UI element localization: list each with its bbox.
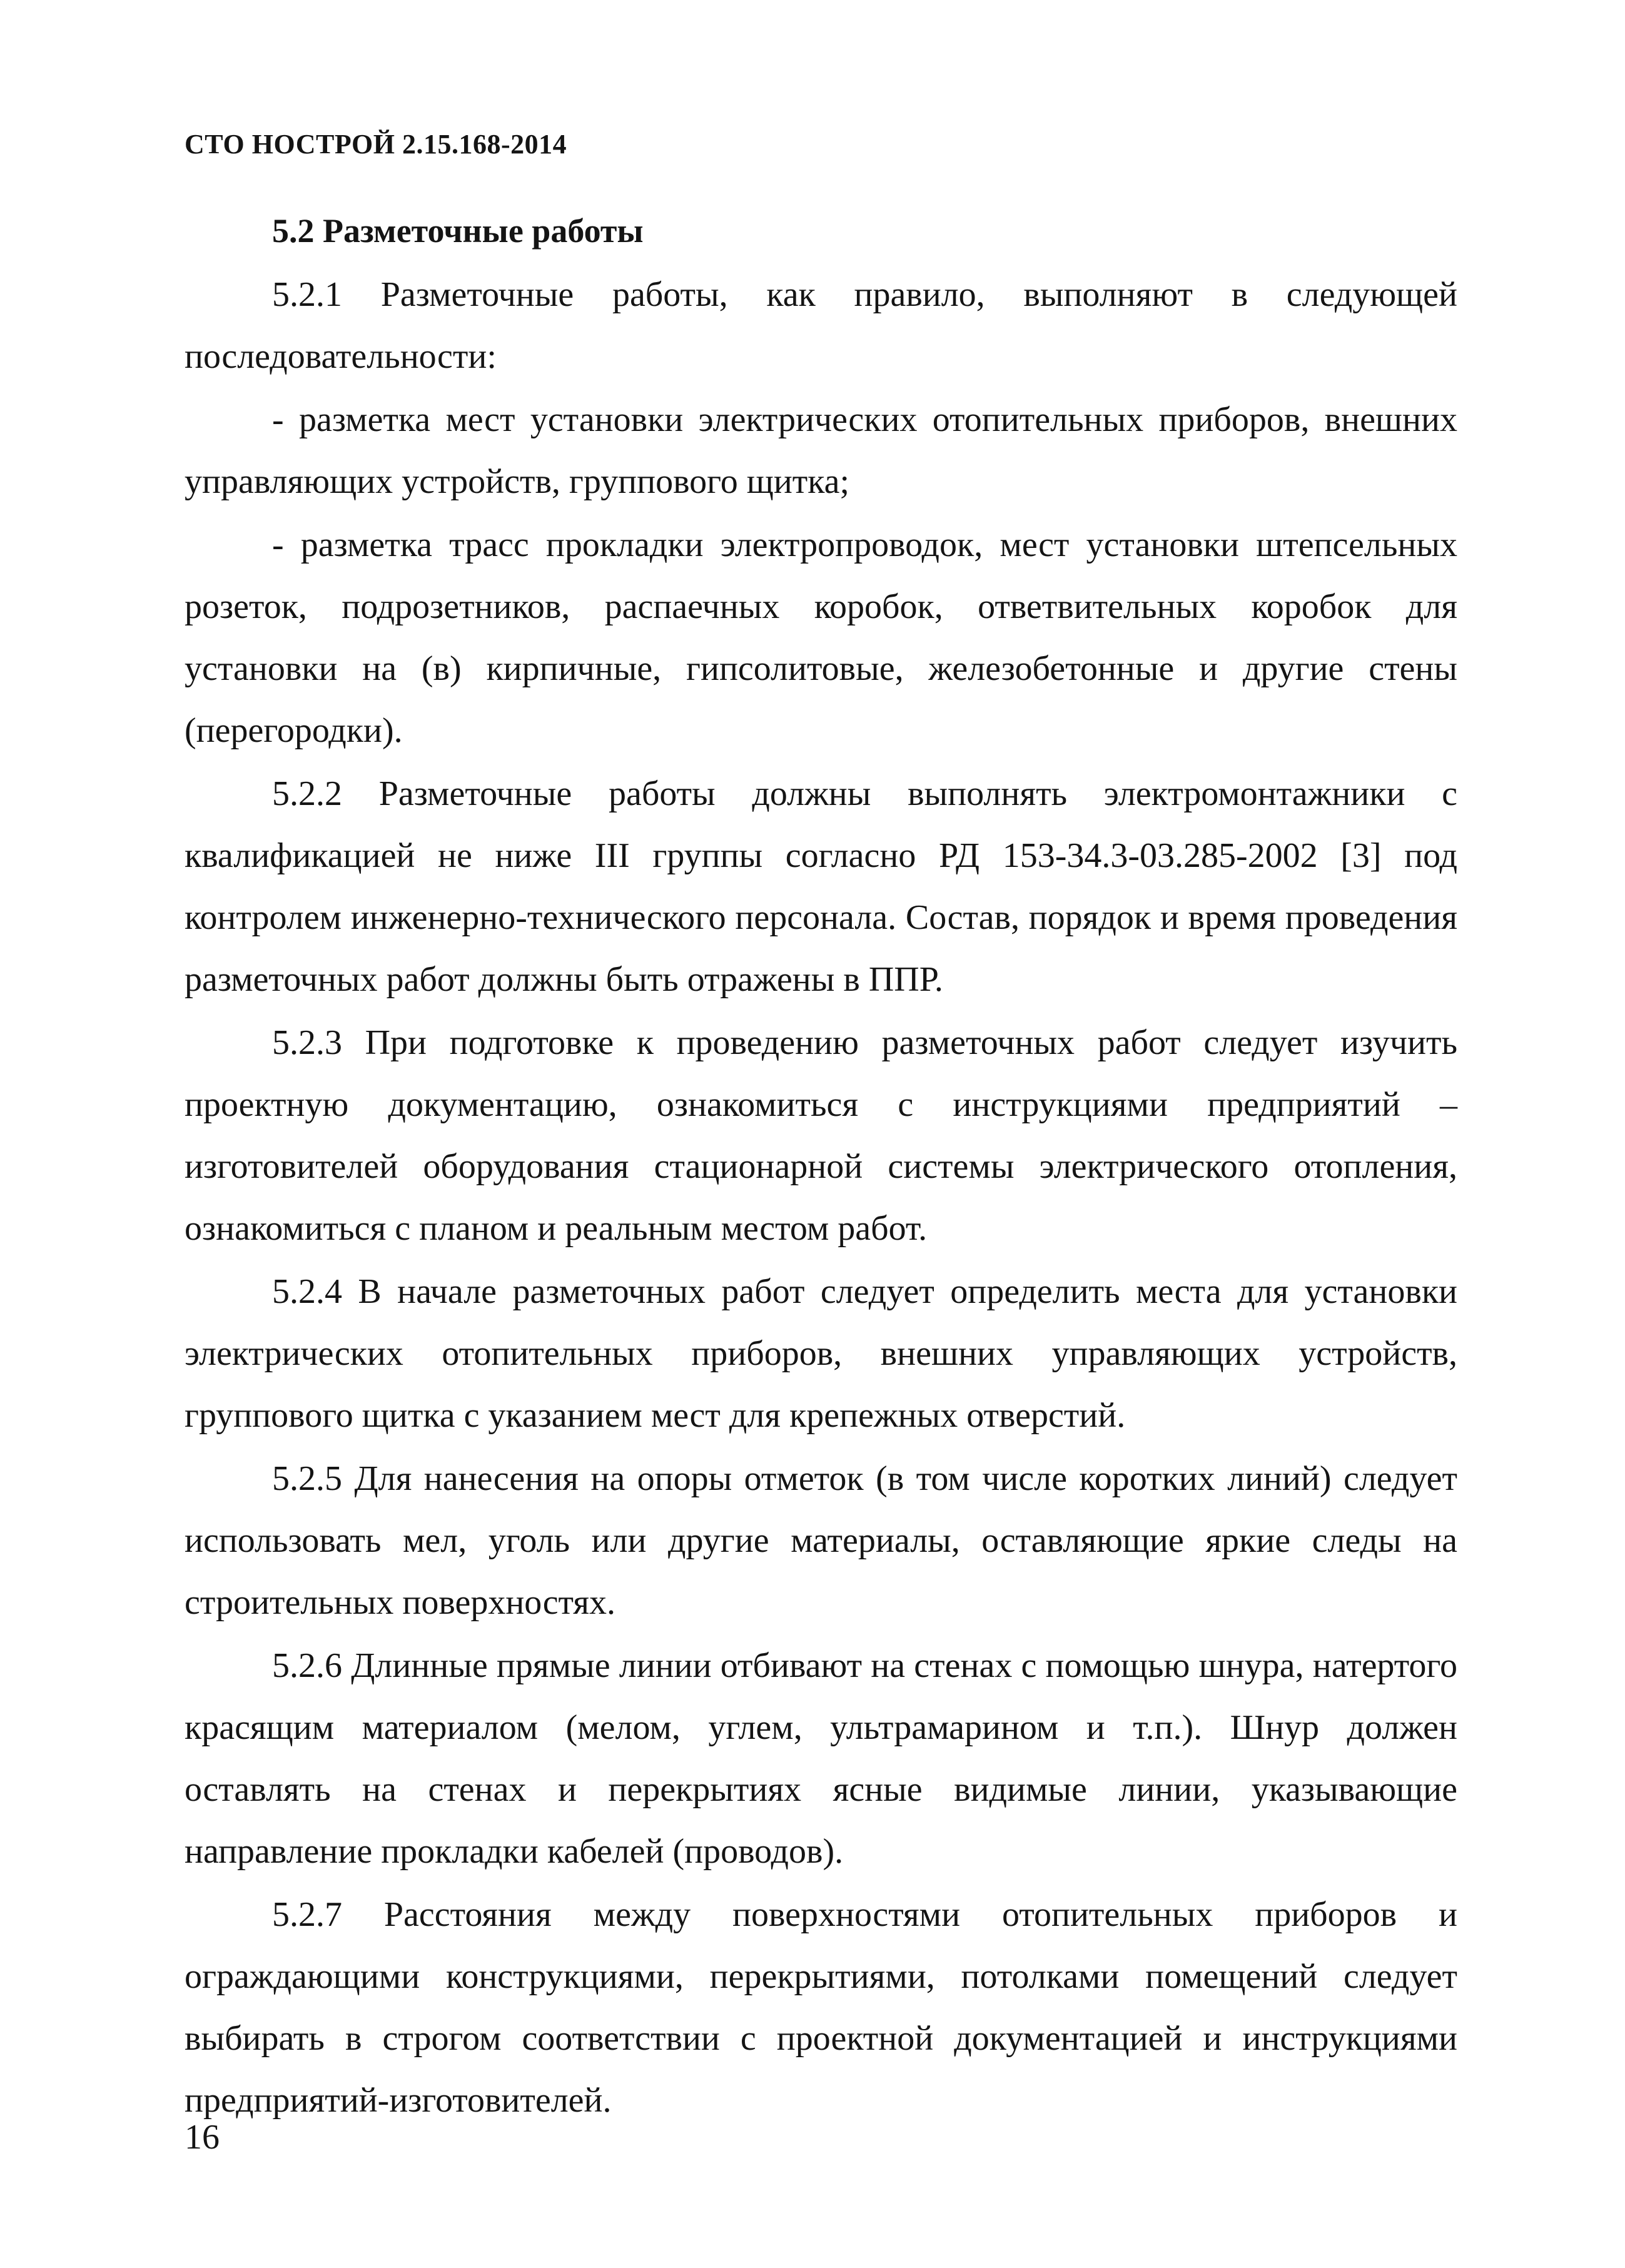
- document-header: СТО НОСТРОЙ 2.15.168-2014: [185, 129, 567, 159]
- page-number: 16: [185, 2118, 220, 2157]
- paragraph-5-2-1: 5.2.1 Разметочные работы, как правило, выполняют в следующей последовательности:: [185, 275, 1457, 376]
- paragraph-5-2-3: 5.2.3 При подготовке к проведению разметочных работ следует изучить проектную документацию, ознакомиться с инструкциями предприятий – изготовителей оборудования стационарной системы электрического отопления, ознакомиться с планом и реальным местом работ.: [185, 1023, 1457, 1248]
- paragraph-5-2-2: 5.2.2 Разметочные работы должны выполнять электромонтажники с квалификацией не ниже III группы согласно РД 153-34.3-03.285-2002 [3] под контролем инженерно-технического персонала. Состав, порядок и время проведения разметочных работ должны быть отражены в ППР.: [185, 774, 1457, 999]
- paragraph-5-2-7: 5.2.7 Расстояния между поверхностями отопительных приборов и ограждающими конструкциями, перекрытиями, потолками помещений следует выбирать в строгом соответствии с проектной документацией и инструкциями предприятий-изготовителей.: [185, 1895, 1457, 2120]
- section-title: 5.2 Разметочные работы: [272, 212, 644, 250]
- list-item-marking-devices: - разметка мест установки электрических отопительных приборов, внешних управляющих устройств, группового щитка;: [185, 400, 1457, 501]
- paragraph-5-2-6: 5.2.6 Длинные прямые линии отбивают на стенах с помощью шнура, натертого красящим материалом (мелом, углем, ультрамарином и т.п.). Шнур должен оставлять на стенах и перекрытиях ясные видимые линии, указывающие направление прокладки кабелей (проводов).: [185, 1646, 1457, 1871]
- document-body: [185, 200, 1457, 2133]
- paragraph-5-2-5: 5.2.5 Для нанесения на опоры отметок (в том числе коротких линий) следует использовать мел, уголь или другие материалы, оставляющие яркие следы на строительных поверхностях.: [185, 1459, 1457, 1622]
- list-item-marking-routes: - разметка трасс прокладки электропроводок, мест установки штепсельных розеток, подрозетников, распаечных коробок, ответвительных коробок для установки на (в) кирпичные, гипсолитовые, железобетонные и другие стены (перегородки).: [185, 525, 1457, 750]
- paragraph-5-2-4: 5.2.4 В начале разметочных работ следует определить места для установки электрических отопительных приборов, внешних управляющих устройств, группового щитка с указанием мест для крепежных отверстий.: [185, 1272, 1457, 1435]
